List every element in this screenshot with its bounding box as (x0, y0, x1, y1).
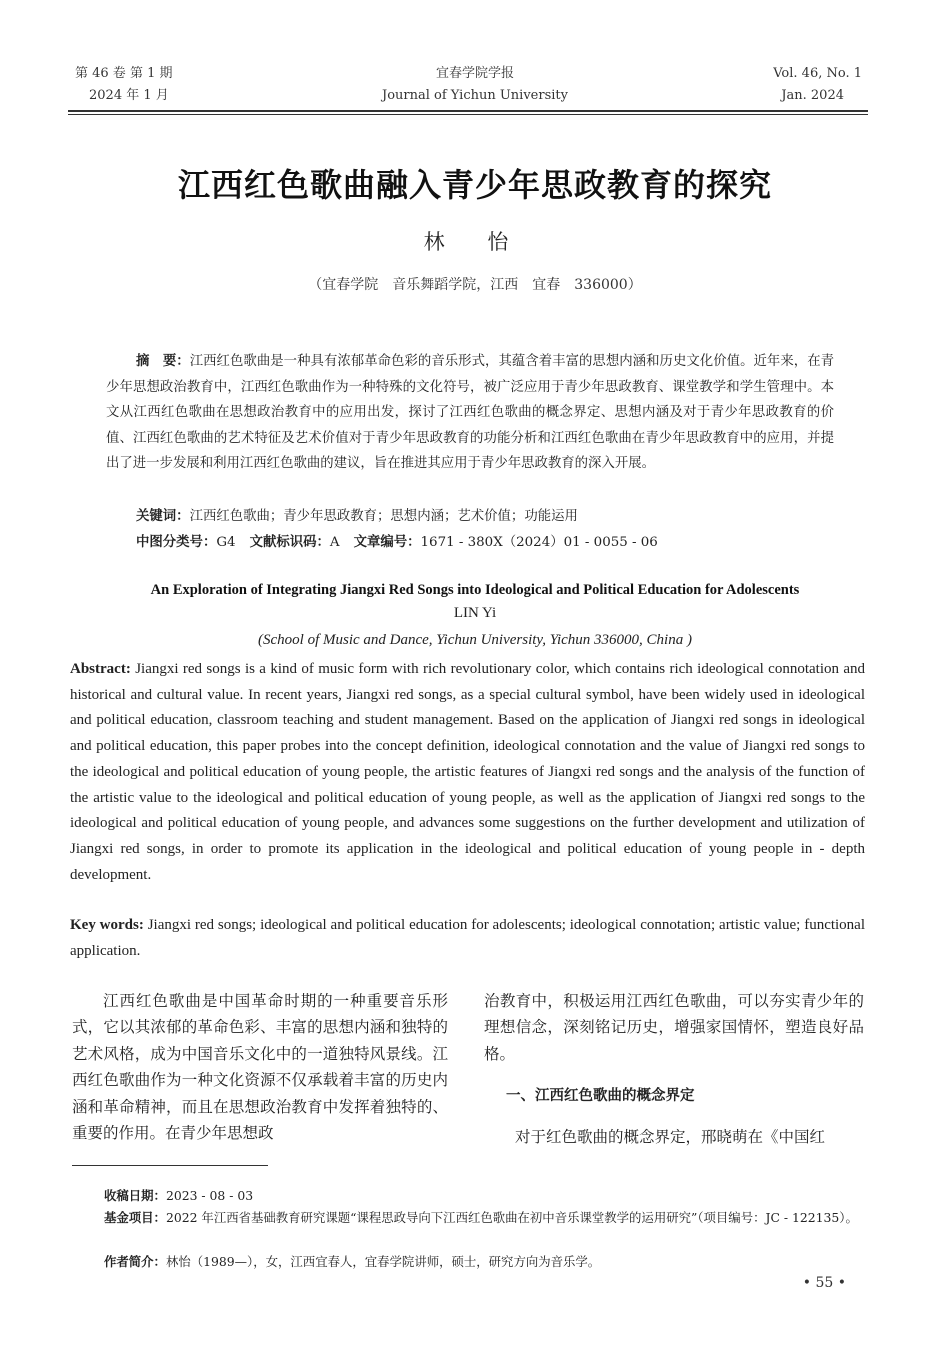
cn-keywords-label: 关键词： (136, 509, 190, 524)
en-abstract-text: Jiangxi red songs is a kind of music form with rich revolutionary color, which contains rich ideological connotation and historical and cultural value. In recent years, Jiangxi red songs, as a special cultural symbol, have been widely used in ideological and political education, classroom teaching and student management. Based on the application of Jiangxi red songs in ideological and political education, this paper probes into the concept definition, ideological connotation and the value of Jiangxi red songs to the ideological and political education of young people, the artistic features of Jiangxi red songs and the analysis of the function of the artistic value to the ideological and political education of young people, as well as the application of Jiangxi red songs to the ideological and political education of young people, and advances some suggestions on the further development and utilization of Jiangxi red songs, in order to promote its application in the ideological and political education of young people in - depth development. (70, 661, 866, 883)
header-right (773, 63, 862, 107)
cn-abstract (106, 349, 834, 477)
received-label: 收稿日期： (104, 1188, 166, 1203)
date-cn: 2024 年 1 月 (89, 88, 169, 103)
footnote-received (104, 1185, 864, 1207)
header-center (300, 63, 650, 107)
footnote-fund (104, 1207, 864, 1229)
fund-text: 2022 年江西省基础教育研究课题“课程思政导向下江西红色歌曲在初中音乐课堂教学的运用研究”（项目编号：JC - 122135）。 (165, 1210, 858, 1225)
en-author: LIN Yi (453, 605, 497, 621)
clc-value: G4 (216, 535, 236, 550)
en-keywords-label: Key words: (70, 917, 144, 933)
bio-label: 作者简介： (104, 1254, 166, 1269)
cn-abstract-label: 摘 要： (136, 354, 190, 369)
body-paragraph-cont: 治教育中，积极运用江西红色歌曲，可以夯实青少年的理想信念，深刻铭记历史，增强家国情怀，塑造良好品格。 (484, 992, 864, 1063)
clc-label: 中图分类号： (136, 535, 217, 550)
en-affiliation: (School of Music and Dance, Yichun University, Yichun 336000, China ) (258, 632, 692, 648)
journal-name-cn: 宜春学院学报 (435, 66, 514, 81)
doc-code-label: 文献标识码： (249, 535, 330, 550)
journal-name-en: Journal of Yichun University (382, 88, 568, 103)
en-title: An Exploration of Integrating Jiangxi Red Songs into Ideological and Political Education for Adolescents (150, 582, 800, 598)
bio-text: 林怡（1989—），女，江西宜春人，宜春学院讲师，硕士，研究方向为音乐学。 (165, 1254, 601, 1269)
body-paragraph: 江西红色歌曲是中国革命时期的一种重要音乐形式，它以其浓郁的革命色彩、丰富的思想内涵和独特的艺术风格，成为中国音乐文化中的一道独特风景线。江西红色歌曲作为一种文化资源不仅承载着丰富的历史内涵和革命精神，而且在思想政治教育中发挥着独特的、重要的作用。在青少年思想政 (72, 992, 448, 1143)
section-heading: 一、江西红色歌曲的概念界定 (506, 1088, 695, 1105)
article-no-label: 文章编号： (353, 535, 421, 550)
header-rule-thin (68, 114, 868, 115)
header-rule (68, 110, 868, 112)
body-column-right (484, 988, 864, 1150)
classification-line (136, 530, 836, 555)
volume-en: Vol. 46, No. 1 (773, 66, 862, 81)
body-paragraph: 对于红色歌曲的概念界定，邢晓萌在《中国红 (515, 1127, 826, 1146)
article-no-value: 1671 - 380X（2024）01 - 0055 - 06 (420, 535, 658, 550)
body-column-left (72, 988, 448, 1146)
author-name: 林 怡 (423, 230, 527, 254)
paper-title: 江西红色歌曲融入青少年思政教育的探究 (177, 166, 772, 204)
volume-cn: 第 46 卷 第 1 期 (75, 66, 173, 81)
en-abstract-label: Abstract: (70, 661, 131, 677)
page-number: • 55 • (802, 1275, 846, 1291)
received-date: 2023 - 08 - 03 (165, 1188, 254, 1203)
en-keywords-text: Jiangxi red songs; ideological and political education for adolescents; ideological connotation; artistic value; functional application. (70, 917, 866, 959)
en-keywords (70, 913, 865, 964)
author-affiliation: （宜春学院 音乐舞蹈学院，江西 宜春 336000） (308, 277, 642, 293)
fund-label: 基金项目： (104, 1210, 166, 1225)
en-abstract (70, 657, 865, 888)
footnote-rule (72, 1165, 268, 1166)
cn-keywords (136, 504, 836, 529)
header-left (75, 63, 172, 107)
doc-code-value: A (329, 535, 340, 550)
cn-abstract-text: 江西红色歌曲是一种具有浓郁革命色彩的音乐形式，其蕴含着丰富的思想内涵和历史文化价值。近年来，在青少年思想政治教育中，江西红色歌曲作为一种特殊的文化符号，被广泛应用于青少年思政教育、课堂教学和学生管理中。本文从江西红色歌曲在思想政治教育中的应用出发，探讨了江西红色歌曲的概念界定、思想内涵及对于青少年思政教育的价值、江西红色歌曲的艺术特征及艺术价值对于青少年思政教育的功能分析和江西红色歌曲在青少年思政教育中的应用，并提出了进一步发展和利用江西红色歌曲的建议，旨在推进其应用于青少年思政教育的深入开展。 (106, 354, 835, 471)
footnote-bio (104, 1251, 864, 1273)
date-en: Jan. 2024 (781, 88, 844, 103)
cn-keywords-text: 江西红色歌曲；青少年思政教育；思想内涵；艺术价值；功能运用 (189, 509, 578, 524)
